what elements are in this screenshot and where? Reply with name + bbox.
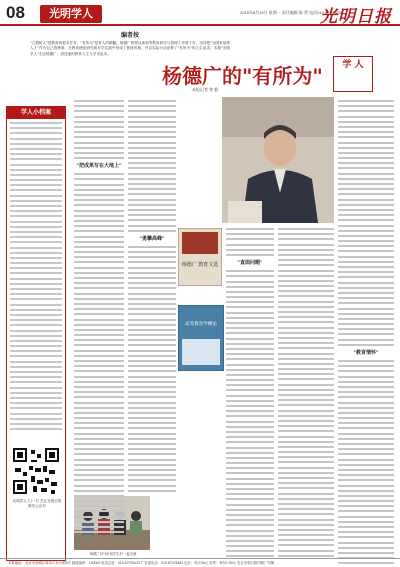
text-column-3: [226, 228, 274, 554]
group-photo-caption: 杨德广(中)在和学生们一起交流: [89, 552, 137, 556]
editor-note-title: 编者按: [120, 33, 139, 39]
qr-caption: 光明学人 扫一扫 关注光明日报 微信公众号: [12, 499, 62, 508]
qr-code-icon[interactable]: [11, 446, 61, 496]
page-number: 08: [6, 3, 25, 22]
newspaper-logo: 光明日报: [320, 7, 392, 27]
subhead-3: "直面问题": [237, 260, 263, 267]
text-column-5: [338, 100, 394, 554]
sidebar-body: [7, 119, 65, 436]
group-photo: [74, 496, 150, 550]
book2-title: 高等教育学概论: [184, 322, 218, 327]
subhead-2: "勇攀高峰": [139, 235, 165, 242]
portrait-photo: [222, 97, 334, 223]
section-tag: 光明学人: [40, 5, 102, 23]
book1-title: 杨德广 教育文选: [181, 262, 219, 268]
editor-note-text: "立德树人"是教育的根本任务，"有所为"是育人的精髓。杨德广教授从事高等教育研究与管理工作数十年，坚持把"为国家培养人才"作为自己的使命，在教育理论研究和办学实践中形成了独特风格，并以实际行动诠释了"有所为"的人生追求。本期"光明学人"走近杨德广，讲述他的教育人生与学术追求。: [30, 41, 230, 56]
subhead-1: "把成果写在大地上": [76, 163, 122, 170]
article-title: 杨德广的"有所为": [162, 64, 323, 88]
text-column-4: [278, 228, 334, 554]
section-seal: 学 人: [333, 56, 373, 92]
book-cover-image-2: [178, 305, 224, 371]
article-byline: 本报记者 曾 毅: [192, 87, 219, 92]
book-cover-image: [178, 228, 222, 286]
page-header: [0, 0, 400, 26]
profile-sidebar: [6, 106, 66, 561]
subhead-4: "教育情怀": [353, 350, 379, 356]
sidebar-title: 学人小档案: [7, 107, 65, 119]
header-info: 2016年8月15日 星期一 责任编辑 陈 哲 电话010-67078258: [240, 10, 343, 15]
text-column-1: [74, 100, 124, 494]
text-column-2: [128, 100, 176, 494]
page-footer: 本报地址：北京市西城区珠市口东大街5号 邮政编码：100062 电话总机：010-67078123 广告部电话：010-67078452 定价：每月36元 零售：每份1.50元 北京光明日报印刷厂印刷: [0, 558, 400, 567]
